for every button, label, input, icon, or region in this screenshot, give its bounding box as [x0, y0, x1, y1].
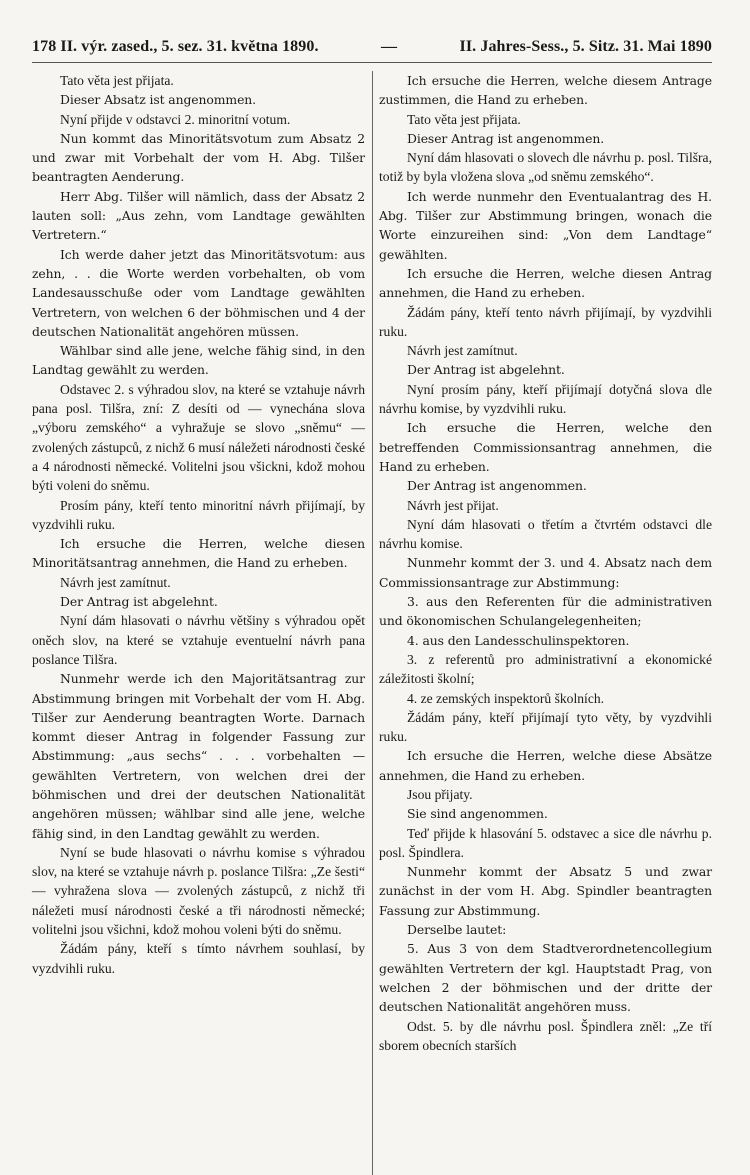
- paragraph: Nunmehr werde ich den Majoritätsantrag zur Abstimmung bringen mit Vorbehalt der vom H. Abg. Tilšer zur Aenderung beantragten Worte. Darnach kommt dieser Antrag in folgender Fassung zur Abstimmung: „aus sechs“ . . . vorbehalten — gewählten Vertretern, von welchen drei der böhmischen und drei der deutschen Nationalität angehören müssen; wählbar sind alle jene, welche fähig sind, in den Landtag gewählt zu werden.: [32, 671, 365, 841]
- paragraph: Ich werde daher jetzt das Minoritätsvotum: aus zehn, . . die Worte werden vorbehalten, ob vom Landesausschuße oder vom Landtage gewählten Vertretern, von welchen 6 der böhmischen und 4 der deutschen Nationalität angehören müssen.: [32, 246, 365, 339]
- paragraph: Odstavec 2. s výhradou slov, na které se vztahuje návrh pana posl. Tilšra, zní: Z desíti od — vynechána slova „výboru zemského“ a vyhražuje se slovo „sněmu“ — zvolených zástupců, z nichž 6 musí náležeti národnosti české a 4 národnosti německé. Volitelni jsou všickni, kdož mohou býti voleni do sněmu.: [32, 381, 365, 494]
- page-header: [32, 38, 712, 63]
- paragraph: Wählbar sind alle jene, welche fähig sind, in den Landtag gewählt zu werden.: [32, 343, 365, 378]
- paragraph: Der Antrag ist angenommen.: [407, 478, 587, 494]
- paragraph: Nyní dám hlasovati o třetím a čtvrtém odstavci dle návrhu komise.: [379, 516, 712, 552]
- paragraph: Návrh jest přijat.: [407, 497, 499, 513]
- paragraph: Nunmehr kommt der Absatz 5 und zwar zunächst in der vom H. Abg. Spindler beantragten Fassung zur Abstimmung.: [379, 864, 712, 918]
- paragraph: Nyní dám hlasovati o návrhu většiny s výhradou opět oněch slov, na které se vztahuje eventuelní návrh pana poslance Tilšra.: [32, 613, 365, 667]
- paragraph: Návrh jest zamítnut.: [60, 574, 171, 590]
- paragraph: Nunmehr kommt der 3. und 4. Absatz nach dem Commissionsantrage zur Abstimmung:: [379, 555, 712, 590]
- paragraph: Dieser Antrag ist angenommen.: [407, 130, 605, 146]
- paragraph: Sie sind angenommen.: [407, 806, 548, 822]
- paragraph: Žádám pány, kteří přijímají tyto věty, by vyzdvihli ruku.: [379, 709, 712, 745]
- paragraph: Ich ersuche die Herren, welche diese Absätze annehmen, die Hand zu erheben.: [379, 748, 712, 783]
- paragraph: Ich ersuche die Herren, welche den betreffenden Commissionsantrag annehmen, die Hand zu erheben.: [379, 420, 712, 474]
- paragraph: 3. z referentů pro administrativní a ekonomické záležitosti školní;: [379, 651, 712, 687]
- paragraph: Nyní se bude hlasovati o návrhu komise s výhradou slov, na které se vztahuje návrh p. poslance Tilšra: „Ze šesti“ — vyhražena slova — zvolených zástupců, z nichž tři náležeti musí národnosti české a tři národnosti německé; volitelni jsou všichni, kdož mohou voleni býti do sněmu.: [32, 844, 365, 938]
- paragraph: Návrh jest zamítnut.: [407, 343, 518, 359]
- paragraph: Nyní prosím pány, kteří přijímají dotyčná slova dle návrhu komise, by vyzdvihli ruku.: [379, 381, 712, 417]
- paragraph: 3. aus den Referenten für die administrativen und ökonomischen Schulangelegenheiten;: [379, 594, 712, 629]
- column-divider: [372, 71, 373, 1175]
- paragraph: Der Antrag ist abgelehnt.: [407, 362, 565, 378]
- paragraph: Tato věta jest přijata.: [60, 73, 174, 88]
- header-right: II. Jahres-Sess., 5. Sitz. 31. Mai 1890: [459, 38, 712, 55]
- paragraph: Herr Abg. Tilšer will nämlich, dass der Absatz 2 lauten soll: „Aus zehn, vom Landtage gewählten Vertretern.“: [32, 188, 365, 243]
- paragraph: Ich werde nunmehr den Eventualantrag des H. Abg. Tilšer zur Abstimmung bringen, wonach die Worte einzureihen sind: „Von dem Landtage“ gewählten.: [379, 188, 712, 262]
- paragraph: Nyní přijde v odstavci 2. minoritní votum.: [60, 111, 291, 127]
- paragraph: 5. Aus 3 von dem Stadtverordnetencollegium gewählten Vertretern der kgl. Hauptstadt Prag, von welchen 2 der böhmischen und der dritte der deutschen Nationalität angehören muss.: [379, 941, 712, 1015]
- paragraph: Der Antrag ist abgelehnt.: [60, 594, 218, 610]
- paragraph: Nun kommt das Minoritätsvotum zum Absatz 2 und zwar mit Vorbehalt der vom H. Abg. Tilšer beantragten Aenderung.: [32, 130, 365, 185]
- paragraph: 4. ze zemských inspektorů školních.: [407, 690, 605, 706]
- header-separator: —: [380, 38, 398, 55]
- paragraph: Teď přijde k hlasování 5. odstavec a sice dle návrhu p. posl. Špindlera.: [379, 825, 712, 860]
- paragraph: Ich ersuche die Herren, welche diesem Antrage zustimmen, die Hand zu erheben.: [379, 73, 712, 108]
- paragraph: Žádám pány, kteří s tímto návrhem souhlasí, by vyzdvihli ruku.: [32, 941, 365, 976]
- paragraph: Derselbe lautet:: [407, 922, 507, 938]
- paragraph: Ich ersuche die Herren, welche diesen Minoritätsantrag annehmen, die Hand zu erheben.: [32, 536, 365, 571]
- two-column-body: [32, 71, 712, 1055]
- paragraph: Nyní dám hlasovati o slovech dle návrhu p. posl. Tilšra, totiž by byla vložena slova „od sněmu zemského“.: [379, 150, 712, 185]
- paragraph: Odst. 5. by dle návrhu posl. Špindlera zněl: „Ze tří sborem obecních starších: [379, 1018, 712, 1053]
- header-left: 178 II. výr. zased., 5. sez. 31. května 1890.: [32, 38, 319, 55]
- left-column: [32, 71, 372, 1055]
- paragraph: Dieser Absatz ist angenommen.: [60, 92, 257, 108]
- paragraph: Žádám pány, kteří tento návrh přijímají, by vyzdvihli ruku.: [379, 304, 712, 339]
- right-column: [372, 71, 712, 1055]
- paragraph: Prosím pány, kteří tento minoritní návrh přijímají, by vyzdvihli ruku.: [32, 497, 365, 532]
- paragraph: Jsou přijaty.: [407, 786, 473, 802]
- paragraph: 4. aus den Landesschulinspektoren.: [407, 632, 630, 648]
- paragraph: Tato věta jest přijata.: [407, 111, 521, 127]
- paragraph: Ich ersuche die Herren, welche diesen Antrag annehmen, die Hand zu erheben.: [379, 265, 712, 301]
